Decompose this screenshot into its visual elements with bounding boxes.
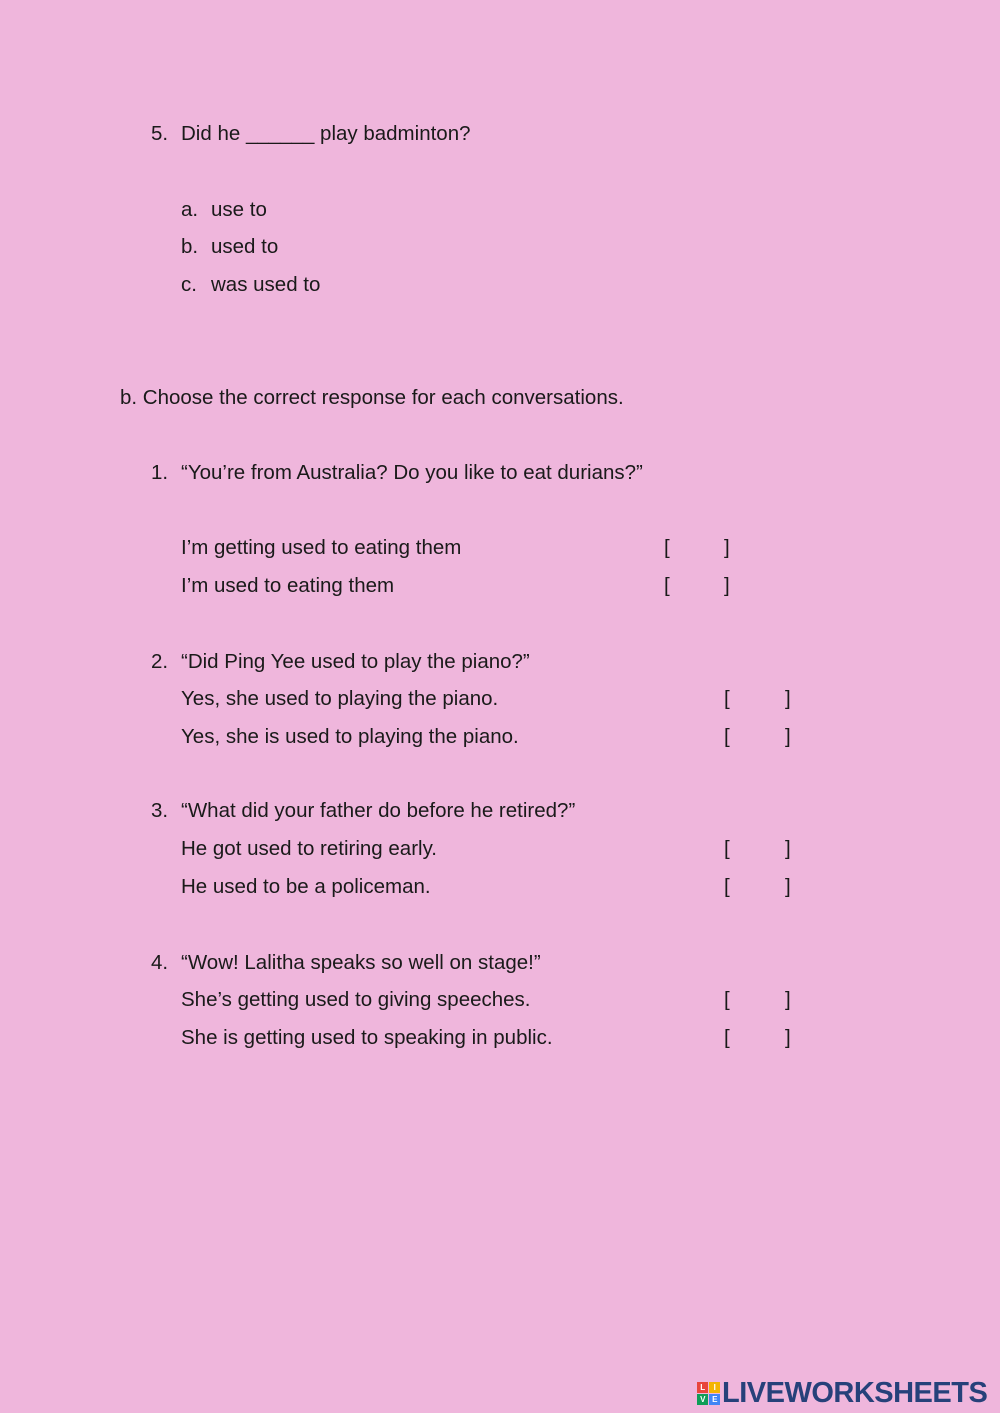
question-number: 2.: [151, 650, 169, 673]
answer-bracket-open[interactable]: [: [724, 1026, 730, 1049]
response-text: I’m used to eating them: [181, 574, 395, 597]
response-text: She is getting used to speaking in public.: [181, 1026, 553, 1049]
response-text: I’m getting used to eating them: [181, 536, 462, 559]
answer-bracket-close[interactable]: ]: [785, 837, 791, 860]
answer-bracket-open[interactable]: [: [724, 837, 730, 860]
question-number: 4.: [151, 951, 169, 974]
option-text: was used to: [211, 273, 321, 296]
question-number: 3.: [151, 799, 169, 822]
option-text: use to: [211, 198, 267, 221]
answer-bracket-open[interactable]: [: [724, 725, 730, 748]
question-text: Did he ______ play badminton?: [181, 122, 471, 145]
question-number: 5.: [151, 122, 169, 145]
conversation-prompt: “You’re from Australia? Do you like to eat durians?”: [181, 461, 643, 484]
answer-bracket-close[interactable]: ]: [785, 875, 791, 898]
logo-text: LIVEWORKSHEETS: [722, 1376, 988, 1409]
option-letter: b.: [181, 235, 199, 258]
question-number: 1.: [151, 461, 169, 484]
answer-bracket-open[interactable]: [: [724, 687, 730, 710]
option-letter: a.: [181, 198, 199, 221]
conversation-2: [151, 652, 530, 673]
response-text: He got used to retiring early.: [181, 837, 437, 860]
option-b: [181, 237, 278, 258]
conversation-prompt: “Wow! Lalitha speaks so well on stage!”: [181, 951, 541, 974]
conversation-4: [151, 953, 541, 974]
conversation-1: [151, 463, 643, 484]
question-5: [151, 124, 471, 145]
answer-bracket-open[interactable]: [: [664, 574, 670, 597]
answer-bracket-open[interactable]: [: [724, 988, 730, 1011]
option-letter: c.: [181, 273, 197, 296]
conversation-prompt: “Did Ping Yee used to play the piano?”: [181, 650, 530, 673]
logo-block-v: V: [697, 1394, 708, 1405]
answer-bracket-close[interactable]: ]: [785, 988, 791, 1011]
section-b-heading: b. Choose the correct response for each conversations.: [120, 386, 624, 409]
answer-bracket-close[interactable]: ]: [785, 725, 791, 748]
option-text: used to: [211, 235, 279, 258]
answer-bracket-close[interactable]: ]: [724, 536, 730, 559]
response-text: She’s getting used to giving speeches.: [181, 988, 531, 1011]
response-text: He used to be a policeman.: [181, 875, 431, 898]
conversation-3: [151, 801, 575, 822]
logo-block-i: I: [709, 1382, 720, 1393]
conversation-prompt: “What did your father do before he retired?”: [181, 799, 576, 822]
answer-bracket-close[interactable]: ]: [785, 687, 791, 710]
logo-block-e: E: [709, 1394, 720, 1405]
response-text: Yes, she used to playing the piano.: [181, 687, 499, 710]
logo-blocks-icon: [697, 1382, 720, 1405]
logo-block-l: L: [697, 1382, 708, 1393]
option-a: [181, 200, 267, 221]
response-text: Yes, she is used to playing the piano.: [181, 725, 519, 748]
liveworksheets-logo: [697, 1378, 987, 1408]
answer-bracket-open[interactable]: [: [664, 536, 670, 559]
answer-bracket-open[interactable]: [: [724, 875, 730, 898]
option-c: [181, 275, 320, 296]
answer-bracket-close[interactable]: ]: [724, 574, 730, 597]
answer-bracket-close[interactable]: ]: [785, 1026, 791, 1049]
